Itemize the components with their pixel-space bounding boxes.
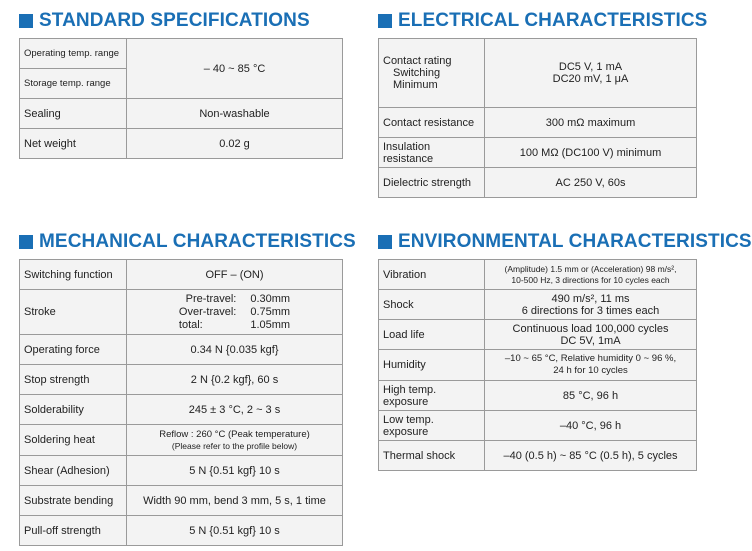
soldering-heat-value [127,425,343,456]
electrical-characteristics-table [378,38,697,198]
insulation-resistance-label: Insulation resistance [379,138,485,168]
table-row [379,108,697,138]
low-temp-exposure-label: Low temp. exposure [379,411,485,441]
contact-rating-title: Contact rating [383,55,452,67]
switching-value: DC5 V, 1 mA [558,61,623,73]
high-temp-exposure-label: High temp. exposure [379,381,485,411]
table-row [379,350,697,381]
pre-travel-label: Pre-travel: [185,292,237,305]
over-travel-label: Over-travel: [178,305,237,318]
thermal-shock-value: –40 (0.5 h) ~ 85 °C (0.5 h), 5 cycles [485,441,697,471]
insulation-resistance-value: 100 MΩ (DC100 V) minimum [485,138,697,168]
table-row [20,365,343,395]
table-row [20,99,343,129]
temp-range-value: – 40 ~ 85 °C [127,39,343,99]
table-row [20,425,343,456]
dielectric-strength-label: Dielectric strength [379,168,485,198]
load-life-line-2: DC 5V, 1mA [560,334,621,347]
environmental-characteristics-title: ENVIRONMENTAL CHARACTERISTICS [398,231,752,252]
standard-specifications-title: STANDARD SPECIFICATIONS [39,10,310,31]
shear-label: Shear (Adhesion) [20,456,127,486]
switching-function-label: Switching function [20,260,127,290]
dielectric-strength-value: AC 250 V, 60s [485,168,697,198]
humidity-line-2: 24 h for 10 cycles [553,365,628,376]
standard-specifications-section [19,8,344,168]
over-travel-value: 0.75mm [250,305,291,318]
total-value: 1.05mm [250,318,291,331]
operating-force-value: 0.34 N {0.035 kgf} [127,335,343,365]
soldering-heat-line-1: Reflow : 260 °C (Peak temperature) [159,428,310,440]
stroke-grid [179,293,290,332]
table-row [20,290,343,335]
switching-label: Switching [393,67,441,79]
table-row [20,395,343,425]
minimum-label: Minimum [393,79,438,91]
vibration-label: Vibration [379,260,485,290]
table-row [379,39,697,108]
table-row [379,320,697,350]
contact-rating-label [379,39,485,108]
operating-force-label: Operating force [20,335,127,365]
environmental-characteristics-table [378,259,697,471]
switching-function-value: OFF – (ON) [127,260,343,290]
heading-square-icon [19,235,33,249]
heading-square-icon [19,14,33,28]
table-row [20,486,343,516]
sealing-value: Non-washable [127,99,343,129]
table-row [379,168,697,198]
mechanical-characteristics-section [19,229,356,549]
shock-label: Shock [379,290,485,320]
mechanical-characteristics-title: MECHANICAL CHARACTERISTICS [39,231,356,252]
pull-off-strength-label: Pull-off strength [20,516,127,546]
electrical-characteristics-heading [378,10,707,32]
standard-specifications-table [19,38,343,159]
table-row [379,290,697,320]
load-life-line-1: Continuous load 100,000 cycles [512,322,669,335]
contact-resistance-label: Contact resistance [379,108,485,138]
table-row [379,411,697,441]
table-row [379,260,697,290]
stroke-label: Stroke [20,290,127,335]
table-row [20,456,343,486]
solderability-value: 245 ± 3 °C, 2 ~ 3 s [127,395,343,425]
load-life-label: Load life [379,320,485,350]
stroke-value [127,290,343,335]
table-row [379,441,697,471]
load-life-value [485,320,697,350]
net-weight-value: 0.02 g [127,129,343,159]
mechanical-characteristics-table [19,259,343,546]
stop-strength-value: 2 N {0.2 kgf}, 60 s [127,365,343,395]
stop-strength-label: Stop strength [20,365,127,395]
humidity-line-1: –10 ~ 65 °C, Relative humidity 0 ~ 96 %, [504,353,677,364]
sealing-label: Sealing [20,99,127,129]
electrical-characteristics-section [378,8,708,198]
heading-square-icon [378,235,392,249]
environmental-characteristics-heading [378,231,752,253]
table-row [20,129,343,159]
low-temp-exposure-value: –40 °C, 96 h [485,411,697,441]
shock-line-1: 490 m/s², 11 ms [551,292,630,305]
storage-temp-label: Storage temp. range [20,69,127,99]
electrical-characteristics-title: ELECTRICAL CHARACTERISTICS [398,10,708,31]
substrate-bending-value: Width 90 mm, bend 3 mm, 5 s, 1 time [127,486,343,516]
table-row [20,39,343,69]
mechanical-characteristics-heading [19,231,356,253]
environmental-characteristics-section [378,229,752,479]
vibration-line-2: 10-500 Hz, 3 directions for 10 cycles each [511,274,670,285]
humidity-value [485,350,697,381]
table-row [379,381,697,411]
solderability-label: Solderability [20,395,127,425]
pre-travel-value: 0.30mm [250,292,291,305]
net-weight-label: Net weight [20,129,127,159]
vibration-line-1: (Amplitude) 1.5 mm or (Acceleration) 98 m/s², [504,263,677,274]
total-label: total: [178,318,203,331]
high-temp-exposure-value: 85 °C, 96 h [485,381,697,411]
pull-off-strength-value: 5 N {0.51 kgf} 10 s [127,516,343,546]
operating-temp-label: Operating temp. range [20,39,127,69]
thermal-shock-label: Thermal shock [379,441,485,471]
table-row [20,516,343,546]
soldering-heat-label: Soldering heat [20,425,127,456]
vibration-value [485,260,697,290]
table-row [379,138,697,168]
table-row [20,335,343,365]
contact-resistance-value: 300 mΩ maximum [485,108,697,138]
standard-specifications-heading [19,10,310,32]
shear-value: 5 N {0.51 kgf} 10 s [127,456,343,486]
minimum-value: DC20 mV, 1 μA [552,73,629,85]
soldering-heat-line-2: (Please refer to the profile below) [171,440,298,451]
substrate-bending-label: Substrate bending [20,486,127,516]
shock-line-2: 6 directions for 3 times each [521,304,660,317]
shock-value [485,290,697,320]
contact-rating-value [485,39,697,108]
heading-square-icon [378,14,392,28]
table-row [20,260,343,290]
humidity-label: Humidity [379,350,485,381]
